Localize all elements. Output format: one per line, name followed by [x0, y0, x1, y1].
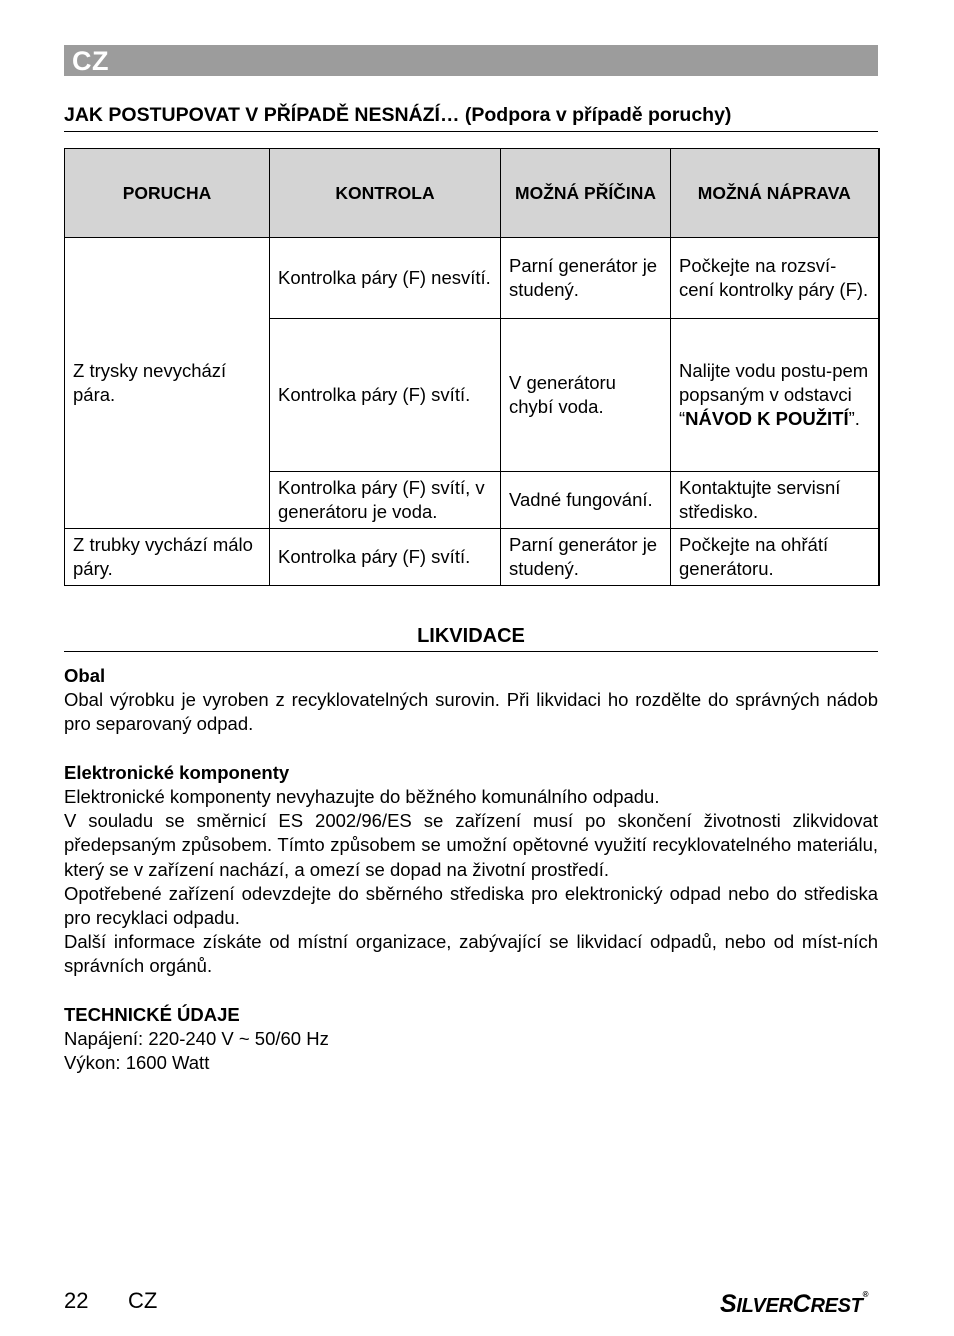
fault-cell: Z trysky nevychází pára.	[65, 238, 270, 529]
electronics-text	[64, 785, 878, 979]
brand-letter-s: S	[720, 1290, 737, 1318]
language-bar	[64, 45, 878, 76]
table-header-row	[65, 149, 879, 238]
table-row	[65, 238, 879, 319]
packaging-paragraph: Obal výrobku je vyroben z recyklovatelných surovin. Při likvidaci ho rozdělte do správných nádob pro separovaný odpad.	[64, 689, 878, 735]
packaging-text	[64, 688, 878, 736]
remedy-cell: Počkejte na ohřátí generátoru.	[671, 529, 879, 586]
remedy-cell	[671, 319, 879, 472]
check-cell: Kontrolka páry (F) svítí, v generátoru je voda.	[270, 472, 501, 529]
remedy-text-end: ”.	[848, 408, 860, 429]
page-title-sub: (Podpora v případě poruchy)	[464, 104, 732, 126]
language-badge: CZ	[72, 46, 109, 76]
brand-part-ilver: ILVER	[736, 1295, 793, 1317]
registered-mark: ®	[862, 1290, 869, 1299]
electronics-paragraph-3: Opotřebené zařízení odevzdejte do sběrného střediska pro elektronický odpad nebo do střediska pro recyklaci odpadu.	[64, 882, 878, 929]
electronics-title: Elektronické komponenty	[64, 762, 290, 783]
cause-cell: Parní generátor je studený.	[501, 238, 671, 319]
brand-part-rest: REST	[810, 1295, 863, 1317]
remedy-bold-text: NÁVOD K POUŽITÍ	[685, 408, 849, 429]
tech-title: TECHNICKÉ ÚDAJE	[64, 1004, 240, 1025]
cause-cell: Parní generátor je studený.	[501, 529, 671, 586]
check-cell: Kontrolka páry (F) nesvítí.	[270, 238, 501, 319]
check-cell: Kontrolka páry (F) svítí.	[270, 529, 501, 586]
remedy-text: Nalijte vodu postu-pem popsaným v odstavci “	[679, 360, 869, 429]
electronics-paragraph-2: V souladu se směrnicí ES 2002/96/ES se zařízení musí po skončení životnosti zlikvidovat předepsaným způsobem. Tímto způsobem se umožní opětovné využití recyklovatelného materiálu, který se v zařízení nachází, a omezí se dopad na životní prostředí.	[64, 810, 878, 880]
header-check: KONTROLA	[270, 149, 501, 238]
disposal-heading: LIKVIDACE	[64, 625, 878, 652]
electronics-paragraph-1: Elektronické komponenty nevyhazujte do běžného komunálního odpadu.	[64, 786, 660, 807]
remedy-cell: Kontaktujte servisní středisko.	[671, 472, 879, 529]
cause-cell: Vadné fungování.	[501, 472, 671, 529]
header-remedy: MOŽNÁ NÁPRAVA	[671, 149, 879, 238]
packaging-title: Obal	[64, 665, 106, 686]
fault-cell: Z trubky vychází málo páry.	[65, 529, 270, 586]
check-cell: Kontrolka páry (F) svítí.	[270, 319, 501, 472]
page-number: 22	[64, 1288, 89, 1313]
table-row	[65, 529, 879, 586]
header-fault: PORUCHA	[65, 149, 270, 238]
brand-letter-c: C	[792, 1290, 811, 1318]
cause-cell: V generátoru chybí voda.	[501, 319, 671, 472]
tech-power: Výkon: 1600 Watt	[64, 1052, 210, 1074]
page-title-main: JAK POSTUPOVAT V PŘÍPADĚ NESNÁZÍ…	[64, 104, 460, 126]
troubleshooting-table	[64, 148, 880, 586]
tech-power-supply: Napájení: 220-240 V ~ 50/60 Hz	[64, 1028, 329, 1049]
tech-text	[64, 1027, 878, 1075]
brand-logo	[720, 1290, 868, 1319]
remedy-cell: Počkejte na rozsví-cení kontrolky páry (F).	[671, 238, 879, 319]
header-cause: MOŽNÁ PŘÍČINA	[501, 149, 671, 238]
page-title	[64, 104, 878, 132]
electronics-paragraph-4: Další informace získáte od místní organizace, zabývající se likvidací odpadů, nebo od míst-ních správních orgánů.	[64, 931, 878, 977]
footer-language: CZ	[128, 1288, 158, 1313]
